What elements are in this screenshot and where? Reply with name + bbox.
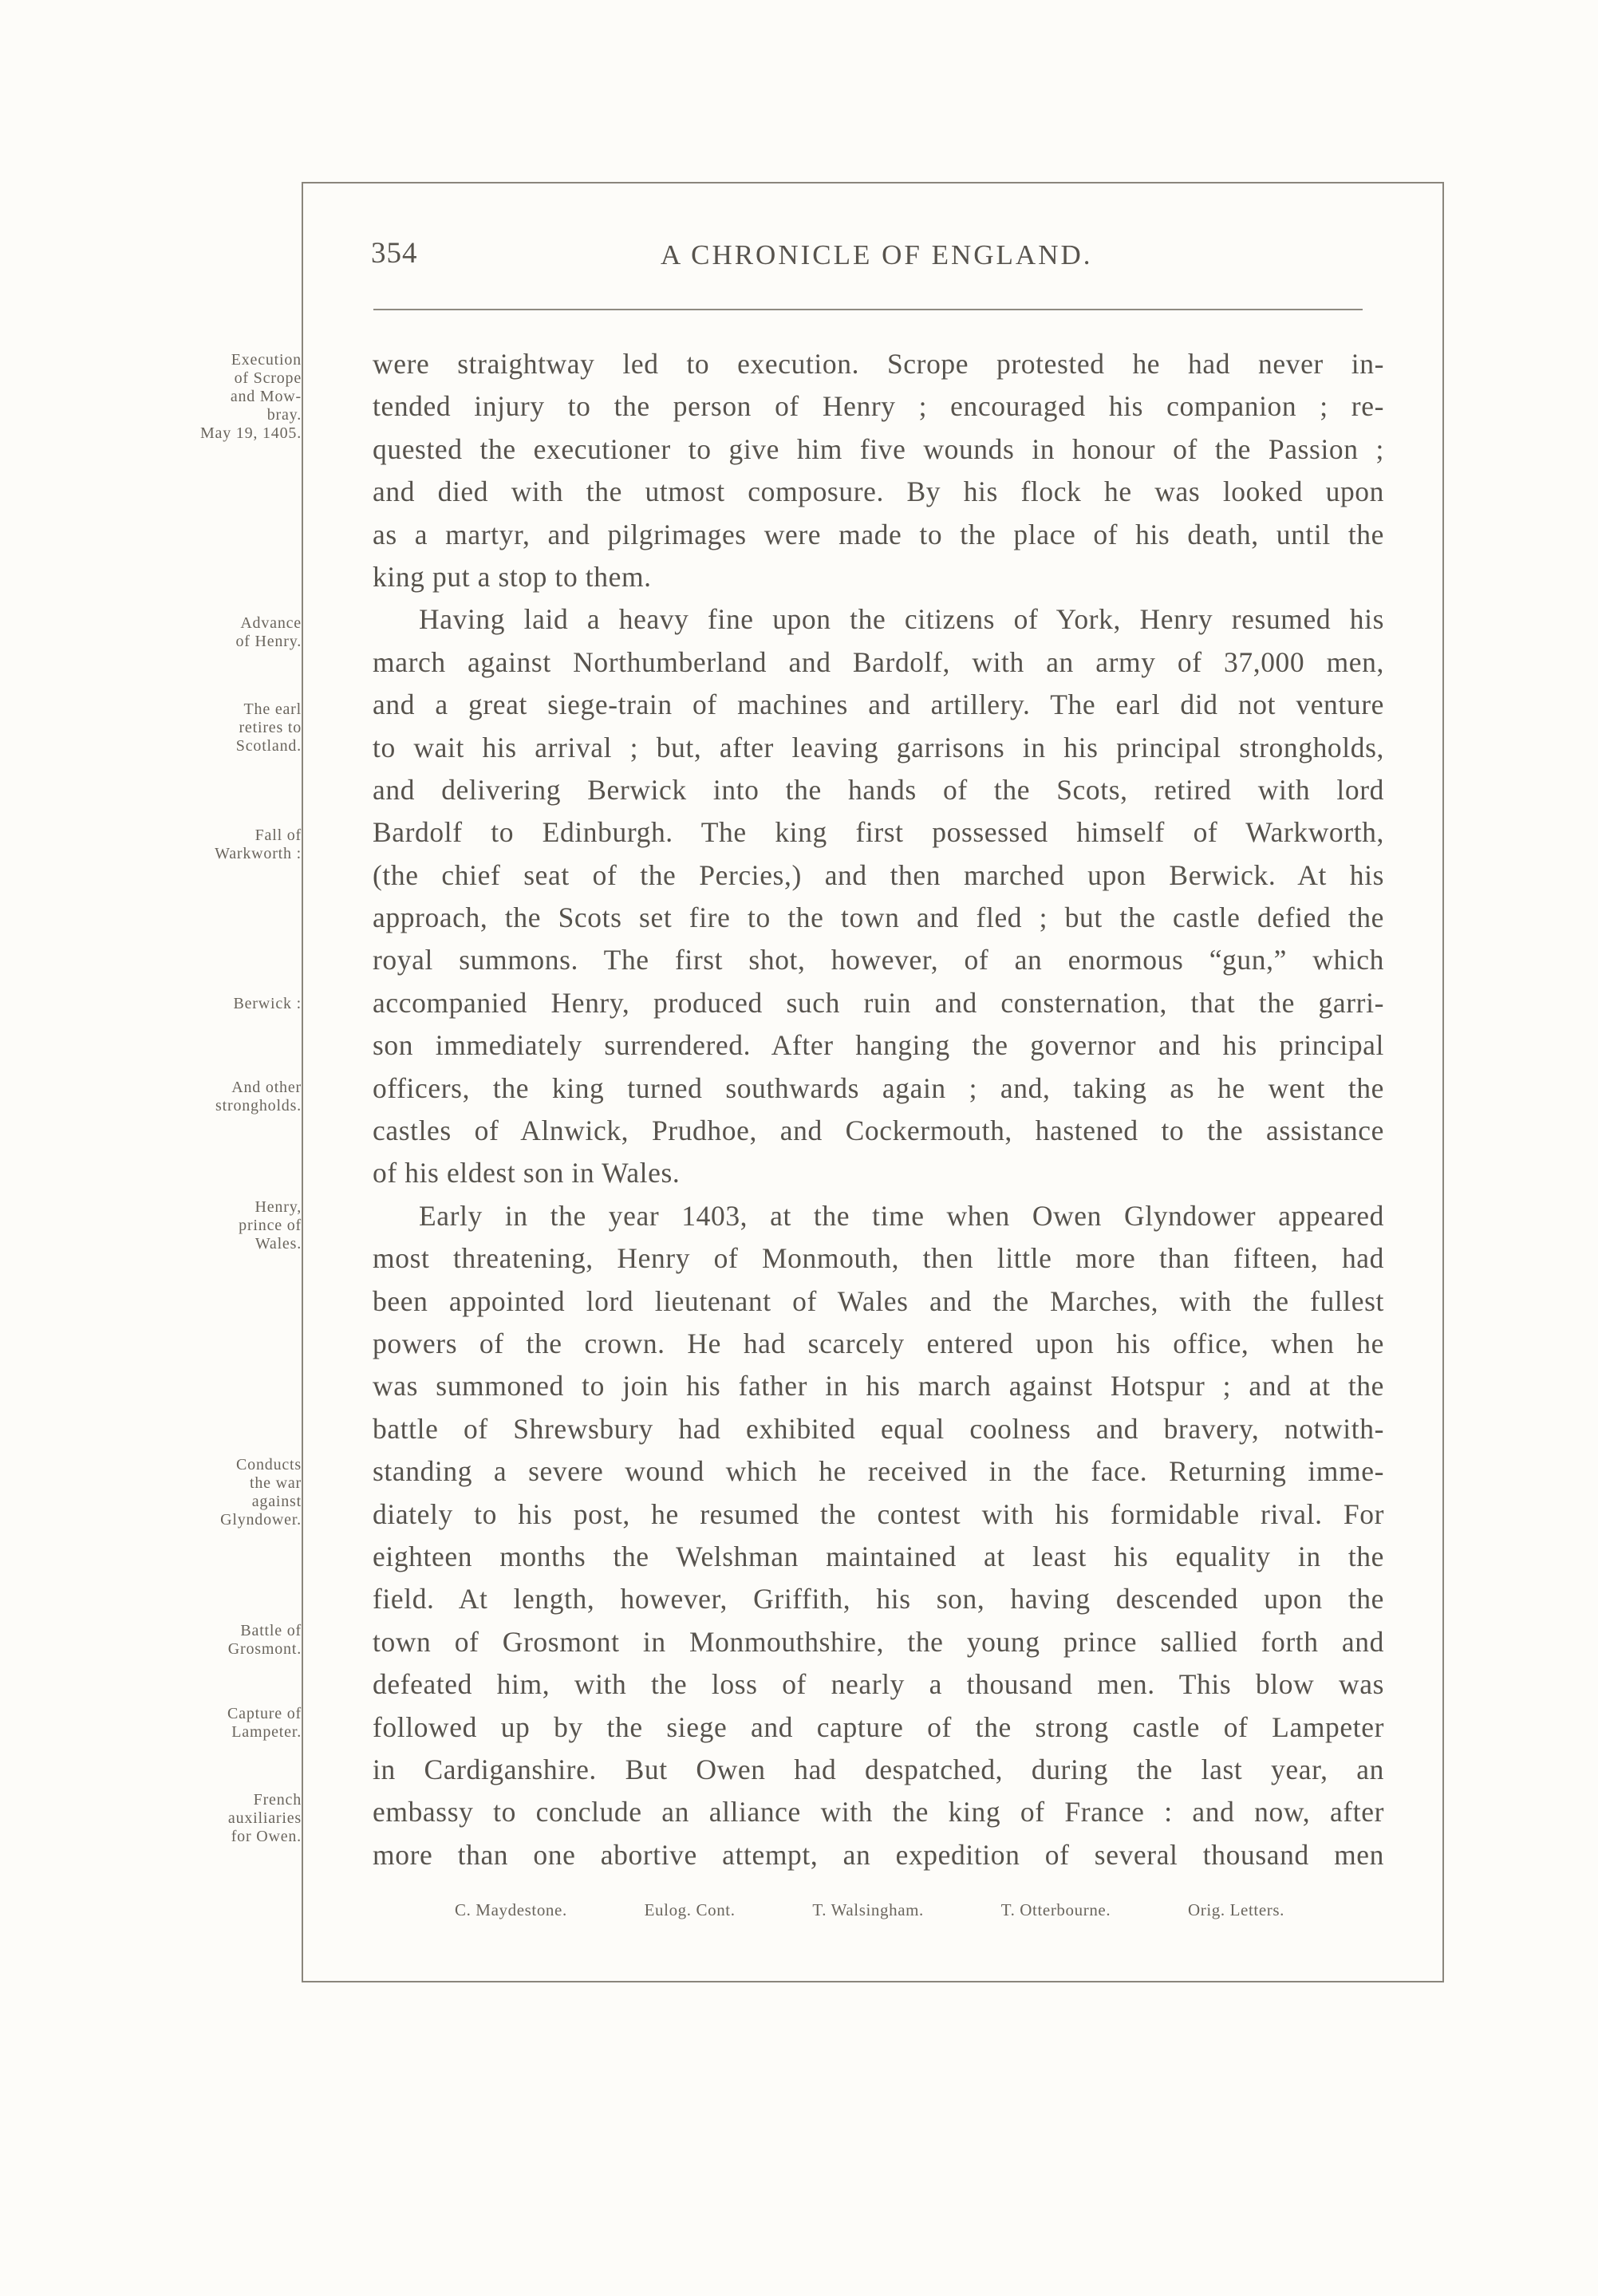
- margin-note-line: And other: [231, 1079, 302, 1096]
- text-line: were straightway led to execution. Scrope protested he had never in-: [373, 348, 1384, 380]
- margin-note-line: bray.: [266, 406, 302, 424]
- source-citation: Orig. Letters.: [1188, 1900, 1284, 1919]
- text-line: and delivering Berwick into the hands of the Scots, retired with lord: [373, 773, 1384, 806]
- margin-note-warkworth: [215, 826, 302, 863]
- frame-top-rule: [302, 182, 1444, 183]
- text-line: embassy to conclude an alliance with the king of France : and now, after: [373, 1796, 1384, 1829]
- frame-right-rule: [1442, 182, 1444, 1982]
- text-line: approach, the Scots set fire to the town and fled ; but the castle defied the: [373, 901, 1384, 934]
- text-line: Bardolf to Edinburgh. The king first possessed himself of Warkworth,: [373, 816, 1384, 849]
- source-citation: Eulog. Cont.: [644, 1900, 736, 1919]
- margin-note-line: of Scrope: [234, 369, 302, 387]
- text-line: defeated him, with the loss of nearly a thousand men. This blow was: [373, 1668, 1384, 1701]
- text-line: eighteen months the Welshman maintained at least his equality in the: [373, 1540, 1384, 1572]
- margin-note-line: against: [251, 1493, 302, 1510]
- text-line: as a martyr, and pilgrimages were made to the place of his death, until the: [373, 518, 1384, 550]
- text-line: quested the executioner to give him five wounds in honour of the Passion ;: [373, 432, 1384, 465]
- margin-note-line: Capture of: [227, 1705, 302, 1722]
- margin-note-line: French: [253, 1791, 302, 1809]
- text-line: son immediately surrendered. After hanging the governor and his principal: [373, 1029, 1384, 1062]
- margin-note-earl-retires: [236, 700, 302, 755]
- running-head: A CHRONICLE OF ENGLAND.: [661, 239, 1093, 270]
- margin-note-line: Conducts: [236, 1456, 302, 1473]
- text-line: (the chief seat of the Percies,) and then marched upon Berwick. At his: [373, 858, 1384, 891]
- text-line: tended injury to the person of Henry ; encouraged his companion ; re-: [373, 390, 1384, 423]
- margin-note-line: the war: [249, 1474, 302, 1492]
- frame-left-rule: [302, 182, 303, 1982]
- margin-note-execution: [200, 351, 302, 443]
- source-citation: T. Walsingham.: [812, 1900, 924, 1919]
- text-line: been appointed lord lieutenant of Wales and the Marches, with the fullest: [373, 1284, 1384, 1317]
- margin-note-line: Battle of: [240, 1622, 302, 1639]
- source-citations: [455, 1900, 1284, 1920]
- margin-note-line: of Henry.: [235, 633, 302, 650]
- margin-note-line: The earl: [243, 700, 302, 718]
- header-rule: [373, 309, 1363, 310]
- body-text: [373, 343, 1384, 1876]
- margin-note-line: Lampeter.: [231, 1723, 302, 1741]
- margin-note-lampeter: [227, 1705, 302, 1742]
- margin-note-line: strongholds.: [215, 1097, 302, 1114]
- margin-note-line: for Owen.: [231, 1828, 302, 1845]
- margin-note-line: prince of: [239, 1217, 302, 1234]
- margin-note-advance: [235, 614, 302, 651]
- text-line: powers of the crown. He had scarcely entered upon his office, when he: [373, 1327, 1384, 1359]
- source-citation: C. Maydestone.: [455, 1900, 567, 1919]
- text-line: Early in the year 1403, at the time when Owen Glyndower appeared: [419, 1199, 1384, 1232]
- text-line: castles of Alnwick, Prudhoe, and Cockermouth, hastened to the assistance: [373, 1114, 1384, 1147]
- text-line: to wait his arrival ; but, after leaving garrisons in his principal strongholds,: [373, 731, 1384, 763]
- page-number: 354: [371, 237, 418, 270]
- text-line: field. At length, however, Griffith, his son, having descended upon the: [373, 1583, 1384, 1615]
- text-line: Having laid a heavy fine upon the citizens of York, Henry resumed his: [419, 603, 1384, 636]
- margin-note-line: May 19, 1405.: [199, 424, 302, 442]
- margin-note-line: and Mow-: [230, 388, 302, 405]
- text-line: diately to his post, he resumed the contest with his formidable rival. For: [373, 1497, 1384, 1530]
- text-line: battle of Shrewsbury had exhibited equal coolness and bravery, notwith-: [373, 1412, 1384, 1445]
- text-line: and a great siege-train of machines and artillery. The earl did not venture: [373, 688, 1384, 721]
- margin-note-prince-of-wales: [239, 1198, 302, 1253]
- margin-note-line: Grosmont.: [227, 1640, 302, 1658]
- margin-note-line: Henry,: [254, 1198, 302, 1216]
- margin-note-line: Scotland.: [235, 737, 302, 755]
- text-line: royal summons. The first shot, however, of an enormous “gun,” which: [373, 944, 1384, 976]
- margin-note-line: Fall of: [254, 826, 302, 844]
- margin-note-french: [228, 1791, 302, 1846]
- margin-note-line: Execution: [231, 351, 302, 369]
- margin-note-line: Warkworth :: [215, 845, 302, 862]
- text-line: most threatening, Henry of Monmouth, then little more than fifteen, had: [373, 1242, 1384, 1275]
- margin-note-line: Berwick :: [233, 995, 302, 1012]
- text-line: of his eldest son in Wales.: [373, 1157, 681, 1189]
- text-line: accompanied Henry, produced such ruin and consternation, that the garri-: [373, 986, 1384, 1019]
- margin-note-line: Glyndower.: [220, 1511, 302, 1529]
- margin-note-grosmont: [228, 1622, 302, 1659]
- frame-bottom-rule: [302, 1981, 1444, 1982]
- text-line: followed up by the siege and capture of the strong castle of Lampeter: [373, 1710, 1384, 1743]
- margin-note-berwick: [233, 995, 302, 1013]
- text-line: more than one abortive attempt, an expedition of several thousand men: [373, 1838, 1384, 1871]
- margin-note-line: auxiliaries: [227, 1809, 302, 1827]
- text-line: officers, the king turned southwards again ; and, taking as he went the: [373, 1071, 1384, 1104]
- margin-note-strongholds: [215, 1079, 302, 1115]
- text-line: march against Northumberland and Bardolf, with an army of 37,000 men,: [373, 645, 1384, 678]
- margin-note-line: Advance: [240, 614, 302, 632]
- text-line: in Cardiganshire. But Owen had despatched, during the last year, an: [373, 1753, 1384, 1785]
- margin-note-line: Wales.: [254, 1235, 302, 1253]
- text-line: and died with the utmost composure. By his flock he was looked upon: [373, 475, 1384, 508]
- text-line: standing a severe wound which he received in the face. Returning imme-: [373, 1455, 1384, 1488]
- text-line: town of Grosmont in Monmouthshire, the young prince sallied forth and: [373, 1625, 1384, 1658]
- text-line: was summoned to join his father in his march against Hotspur ; and at the: [373, 1370, 1384, 1402]
- source-citation: T. Otterbourne.: [1000, 1900, 1111, 1919]
- margin-note-line: retires to: [239, 719, 302, 736]
- margin-note-conducts-war: [220, 1456, 302, 1529]
- text-line: king put a stop to them.: [373, 560, 652, 593]
